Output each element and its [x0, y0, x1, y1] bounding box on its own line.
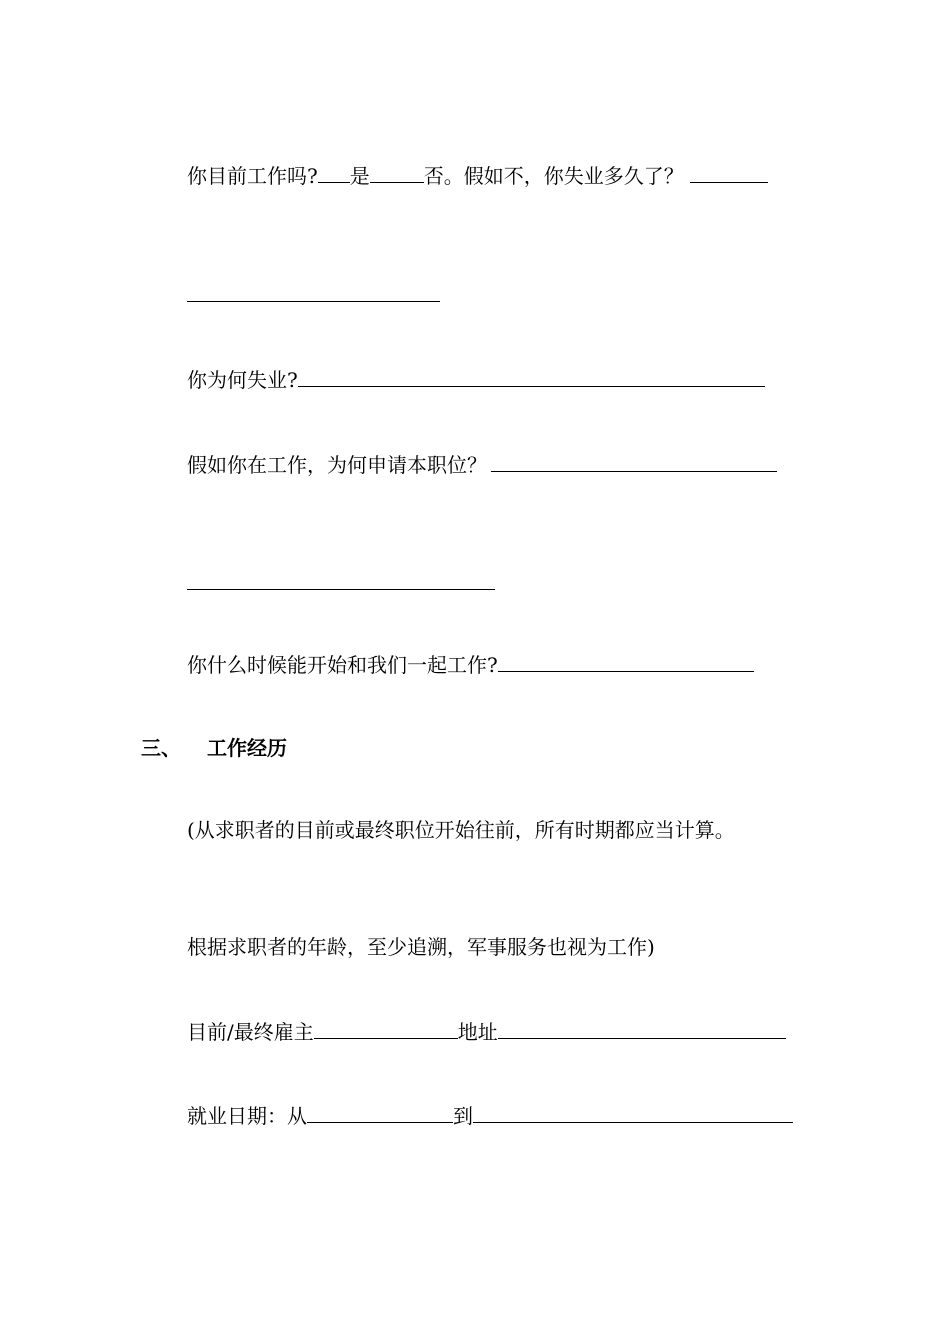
unemployed-duration-blank[interactable]: [690, 163, 768, 183]
reason-unemployed-blank[interactable]: [298, 367, 765, 387]
to-label: 到: [453, 1104, 473, 1128]
section-title: 工作经历: [207, 736, 287, 760]
address-label: 地址: [457, 1020, 498, 1044]
section-heading-work-history: [141, 736, 287, 760]
instructions-line-2: 根据求职者的年龄，至少追溯，军事服务也视为工作): [187, 935, 655, 959]
employer-row: [187, 1019, 786, 1044]
start-date-blank[interactable]: [498, 652, 754, 672]
question-currently-working: [187, 163, 768, 188]
to-date-blank[interactable]: [473, 1103, 793, 1123]
unemployed-duration-blank-2[interactable]: [187, 282, 440, 302]
question-reason-unemployed: [187, 367, 765, 392]
why-apply-blank-2[interactable]: [187, 570, 495, 590]
section-number: 三、: [141, 736, 181, 760]
instructions-line-1: (从求职者的目前或最终职位开始往前，所有时期都应当计算。: [187, 818, 735, 842]
employment-dates-row: [187, 1103, 793, 1128]
question-why-apply: [187, 452, 777, 477]
why-apply-label: 假如你在工作，为何申请本职位？: [187, 453, 487, 477]
yes-blank[interactable]: [318, 163, 350, 183]
yes-label: 是: [349, 164, 370, 188]
question-start-date: [187, 652, 754, 677]
why-apply-continuation: [187, 570, 495, 595]
address-blank[interactable]: [498, 1019, 786, 1039]
employer-label: 目前/最终雇主: [187, 1020, 314, 1044]
question-working-prefix: 你目前工作吗?: [187, 164, 318, 188]
why-apply-blank[interactable]: [491, 452, 777, 472]
from-label: 就业日期：从: [187, 1104, 307, 1128]
reason-unemployed-label: 你为何失业?: [187, 368, 298, 392]
no-blank[interactable]: [370, 163, 424, 183]
from-date-blank[interactable]: [307, 1103, 453, 1123]
question-unemployed-duration: 否。假如不，你失业多久了？: [423, 164, 684, 188]
employer-blank[interactable]: [314, 1019, 458, 1039]
unemployed-duration-continuation: [187, 282, 440, 307]
start-date-label: 你什么时候能开始和我们一起工作?: [187, 653, 498, 677]
